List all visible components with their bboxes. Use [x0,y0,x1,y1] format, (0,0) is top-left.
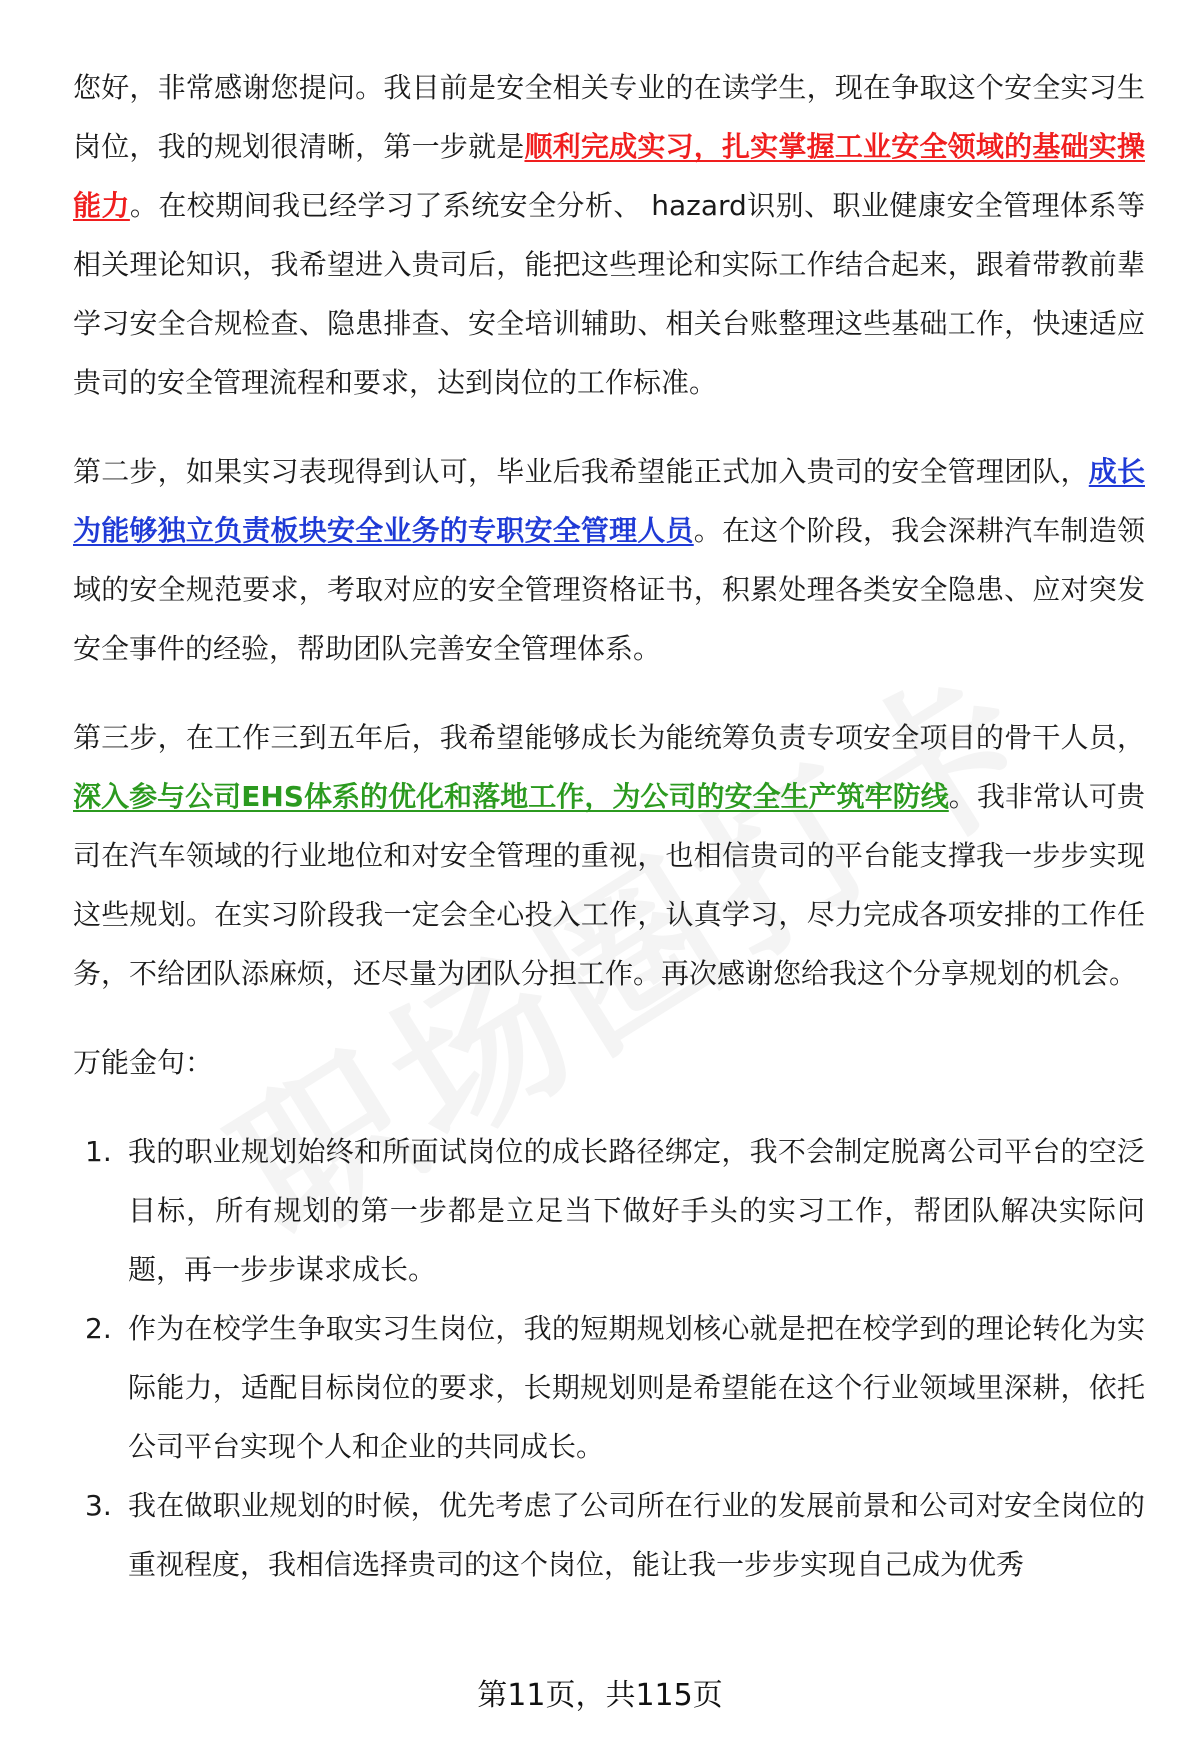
paragraph-step-3 [73,708,1145,1003]
list-number: 2. [85,1312,112,1345]
document-page [73,58,1145,1594]
list-item [73,1122,1145,1299]
paragraph-text: 。在校期间我已经学习了系统安全分析、 hazard识别、职业健康安全管理体系等相关理论知识，我希望进入贵司后，能把这些理论和实际工作结合起来，跟着带教前辈学习安全合规检查、隐患排查、安全培训辅助、相关台账整理这些基础工作，快速适应贵司的安全管理流程和要求，达到岗位的工作标准。 [73,189,1145,399]
list-item [73,1476,1145,1594]
list-item [73,1299,1145,1476]
page-number-footer: 第11页，共115页 [477,1678,723,1713]
highlight-green: 深入参与公司EHS体系的优化和落地工作，为公司的安全生产筑牢防线 [73,780,949,813]
list-number: 1. [85,1135,112,1168]
highlight-blue: 成长为能够独立负责板块安全业务的专职安全管理人员 [73,455,1145,547]
paragraph-step-2 [73,442,1145,678]
list-item-text: 作为在校学生争取实习生岗位，我的短期规划核心就是把在校学到的理论转化为实际能力，适配目标岗位的要求，长期规划则是希望能在这个行业领域里深耕，依托公司平台实现个人和企业的共同成长。 [128,1312,1145,1463]
paragraph-text: 您好，非常感谢您提问。我目前是安全相关专业的在读学生，现在争取这个安全实习生岗位，我的规划很清晰，第一步就是 [73,71,1145,163]
list-number: 3. [85,1489,112,1522]
golden-sentences-title: 万能金句： [73,1046,214,1079]
list-item-text: 我的职业规划始终和所面试岗位的成长路径绑定，我不会制定脱离公司平台的空泛目标，所有规划的第一步都是立足当下做好手头的实习工作，帮团队解决实际问题，再一步步谋求成长。 [128,1135,1145,1286]
highlight-red: 顺利完成实习，扎实掌握工业安全领域的基础实操能力 [73,130,1145,222]
golden-sentences-list [73,1122,1145,1594]
paragraph-text: 。在这个阶段，我会深耕汽车制造领域的安全规范要求，考取对应的安全管理资格证书，积累处理各类安全隐患、应对突发安全事件的经验，帮助团队完善安全管理体系。 [73,514,1145,665]
paragraph-step-1 [73,58,1145,412]
paragraph-text: 第二步，如果实习表现得到认可，毕业后我希望能正式加入贵司的安全管理团队， [73,455,1089,488]
paragraph-text: 。我非常认可贵司在汽车领域的行业地位和对安全管理的重视，也相信贵司的平台能支撑我一步步实现这些规划。在实习阶段我一定会全心投入工作，认真学习，尽力完成各项安排的工作任务，不给团队添麻烦，还尽量为团队分担工作。再次感谢您给我这个分享规划的机会。 [73,780,1145,990]
list-item-text: 我在做职业规划的时候，优先考虑了公司所在行业的发展前景和公司对安全岗位的重视程度，我相信选择贵司的这个岗位，能让我一步步实现自己成为优秀 [128,1489,1145,1581]
paragraph-text: 第三步，在工作三到五年后，我希望能够成长为能统筹负责专项安全项目的骨干人员， [73,721,1145,754]
